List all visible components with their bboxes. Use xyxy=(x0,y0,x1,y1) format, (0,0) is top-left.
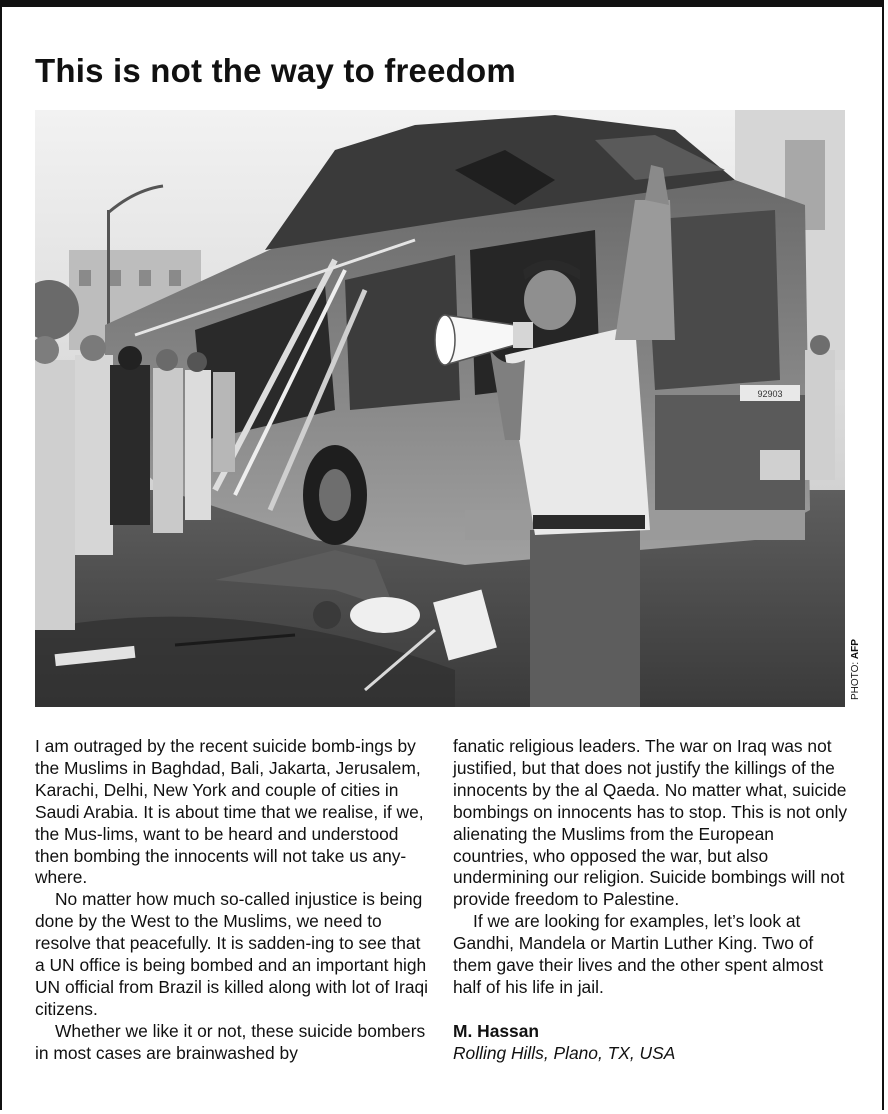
news-photo xyxy=(35,110,845,707)
bus-number-text: 92903 xyxy=(757,389,783,399)
body-paragraph: If we are looking for examples, let’s look at Gandhi, Mandela or Martin Luther King. Two of them gave their lives and the other spent almost half of his life in jail. xyxy=(453,911,824,997)
body-paragraph: I am outraged by the recent suicide bomb-ings by the Muslims in Baghdad, Bali, Jakarta, Jerusalem, Karachi, Delhi, New York and couple of cities in Saudi Arabia. It is about time that we realise, if we, the Mus-lims, want to be heard and understood then bombing the innocents will not take us any-where. xyxy=(35,736,424,888)
body-paragraph: No matter how much so-called injustice is being done by the West to the Muslims, we need to resolve that peacefully. It is sadden-ing to see that a UN office is being bombed and an important high UN official from Brazil is killed along with lot of Iraqi citizens. xyxy=(35,889,429,1019)
body-paragraph: fanatic religious leaders. The war on Iraq was not justified, but that does not justify the killings of the innocents by the al Qaeda. No matter what, suicide bombings on innocents has to stop. This is not only alienating the Muslims from the European countries, who opposed the war, but also undermining our religion. Suicide bombings will not provide freedom to Palestine. xyxy=(453,736,848,910)
author-location: Rolling Hills, Plano, TX, USA xyxy=(453,1042,676,1063)
body-column-left xyxy=(35,736,430,1065)
photo-credit xyxy=(850,639,861,700)
body-paragraph: Whether we like it or not, these suicide bombers in most cases are brainwashed by xyxy=(35,1020,426,1063)
author-signature xyxy=(453,1021,853,1065)
body-column-right xyxy=(453,736,853,1065)
street-lamp xyxy=(107,210,110,340)
photo-credit-source: AFP xyxy=(850,639,861,660)
photo-credit-label: PHOTO: xyxy=(850,661,861,700)
author-name: M. Hassan xyxy=(453,1020,540,1041)
headline: This is not the way to freedom xyxy=(35,52,516,89)
bus-headlight xyxy=(760,450,800,480)
bus-bombing-photo xyxy=(35,110,845,707)
